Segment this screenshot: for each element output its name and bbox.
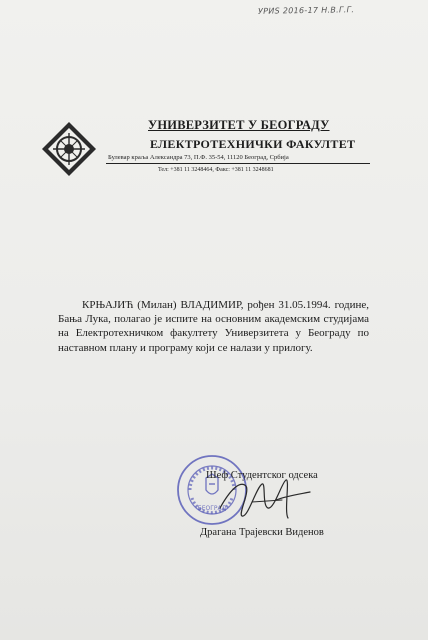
header-divider <box>106 163 370 164</box>
faculty-address: Булевар краља Александра 73, П.Ф. 35-54, 11120 Београд, Србија <box>108 154 289 161</box>
university-name: УНИВЕРЗИТЕТ У БЕОГРАДУ <box>148 118 330 132</box>
handwritten-note: УРИS 2016-17 Н.В.Г.Г. <box>257 5 355 16</box>
svg-text:БЕОГРАД: БЕОГРАД <box>197 505 227 512</box>
signatory-name: Драгана Трајевски Виденов <box>200 527 324 538</box>
university-logo <box>40 120 98 178</box>
signatory-title: Шеф Студентског одсека <box>206 470 318 481</box>
faculty-name: ЕЛЕКТРОТЕХНИЧКИ ФАКУЛТЕТ <box>150 137 356 151</box>
handwritten-signature <box>212 472 316 526</box>
faculty-phone-fax: Тел: +381 11 3248464, Факс: +381 11 3248681 <box>158 167 274 173</box>
certificate-paragraph: КРЊАЈИЋ (Милан) ВЛАДИМИР, рођен 31.05.1994. године, Бања Лука, полагао је испите на основним академским студијама на Електротехничком факултету Универзитета у Београду по наставном плану и програму који се налази у прилогу. <box>58 299 369 354</box>
